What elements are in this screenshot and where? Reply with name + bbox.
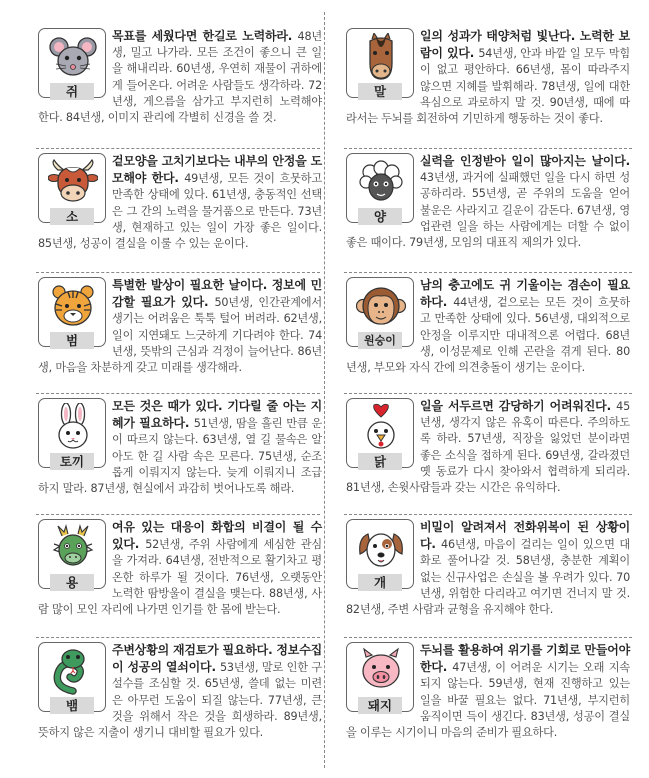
entry-horse xyxy=(346,28,630,142)
animal-label: 돼지 xyxy=(358,697,402,714)
icon-box xyxy=(346,153,414,223)
headline: 비밀이 알려져서 전화위복이 된 상황이다. xyxy=(420,520,630,552)
icon-box xyxy=(346,519,414,589)
icon-box xyxy=(38,153,106,223)
fortune-text: 52년생, 주위 사람에게 세심한 관심을 가져라. 64년생, 전반적으로 활기차고 평온한 하루가 될 것이다. 76년생, 오랫동안 노력한 땀방울이 결실을 맺는다. 88년생, 사람 많이 모인 자리에 나가면 인기를 한 몸에 받는다. xyxy=(38,538,323,617)
row-divider xyxy=(344,148,632,149)
headline: 특별한 발상이 필요한 날이다. 정보에 민감할 필요가 있다. xyxy=(112,278,322,310)
fortune-text: 48년생, 밀고 나가라. 모든 조건이 좋으니 큰 일을 해내리라. 60년생, 우연히 재물이 귀하에게 들어온다. 어려운 사람들도 생각하라. 72년생, 게으름을 삼가고 부지런히 노력해야 한다. 84년생, 이미지 관리에 각별히 신경을 쓸 것. xyxy=(38,30,322,125)
animal-label: 범 xyxy=(50,332,94,349)
fortune-text: 45년생, 생각지 않은 유혹이 따른다. 주의하도록 하라. 57년생, 직장을 잃었던 분이라면 좋은 소식을 접하게 된다. 69년생, 갈라졌던 옛 동료가 다시 찾아와서 협력하게 되리라. 81년생, 손윗사람들과 갖는 시간은 유익하다. xyxy=(346,400,630,495)
icon-box xyxy=(38,642,106,712)
animal-label: 토끼 xyxy=(50,453,94,470)
entry-ox xyxy=(38,153,322,267)
icon-box xyxy=(346,398,414,468)
entry-tiger xyxy=(38,277,322,391)
animal-label: 뱀 xyxy=(50,697,94,714)
fortune-text: 44년생, 겉으로는 모든 것이 흐뭇하고 만족한 상태에 있다. 56년생, 대외적으로 안정을 이루지만 대내적으론 어렵다. 68년생, 이성문제로 인해 곤란을 겪게 된다. 80년생, 부모와 자식 간에 의견충돌이 생기는 운이다. xyxy=(346,296,631,375)
row-divider xyxy=(36,637,320,638)
icon-box xyxy=(346,642,414,712)
entry-rooster xyxy=(346,398,630,512)
snake-icon xyxy=(48,647,98,695)
row-divider xyxy=(36,272,320,273)
entry-sheep xyxy=(346,153,630,267)
animal-label: 말 xyxy=(358,83,402,100)
entry-dog xyxy=(346,519,630,633)
sheep-icon xyxy=(356,158,406,206)
entry-rat xyxy=(38,28,322,142)
headline: 실력을 인정받아 일이 많아지는 날이다. xyxy=(420,154,630,168)
animal-label: 원숭이 xyxy=(358,332,402,349)
row-divider xyxy=(36,514,320,515)
dragon-icon xyxy=(48,524,98,572)
headline: 두뇌를 활용하여 위기를 기회로 만들어야 한다. xyxy=(420,643,630,675)
headline: 일을 서두르면 감당하기 어려워진다. xyxy=(420,399,617,413)
entry-rabbit xyxy=(38,398,322,512)
fortune-text: 50년생, 인간관계에서 생기는 어려움은 툭툭 털어 버려라. 62년생, 일이 지연돼도 느긋하게 기다려야 한다. 74년생, 뜻밖의 근심과 걱정이 늘어난다. 86년생, 마음을 차분하게 갖고 미래를 생각해라. xyxy=(38,296,322,375)
headline: 일의 성과가 태양처럼 빛난다. 노력한 보람이 있다. xyxy=(420,29,630,61)
animal-label: 개 xyxy=(358,574,402,591)
dog-icon xyxy=(356,524,406,572)
fortune-text: 51년생, 땀을 흘린 만큼 운이 따르지 않는다. 63년생, 열 길 물속은 알아도 한 길 사람 속은 모른다. 75년생, 순조롭게 이뤄지지 않는다. 늦게 이뤄지니 조급하지 말라. 87년생, 현실에서 과감히 벗어나도록 해라. xyxy=(38,417,322,496)
headline: 남의 충고에도 귀 기울이는 겸손이 필요하다. xyxy=(420,278,630,310)
animal-label: 양 xyxy=(358,208,402,225)
fortune-text: 46년생, 마음이 걸리는 일이 있으면 대화로 풀어나갈 것. 58년생, 충분한 계획이 없는 신규사업은 손실을 볼 우려가 있다. 70년생, 위험한 다리라고 여기면 건너지 말 것. 82년생, 주변 사람과 균형을 유지해야 한다. xyxy=(346,538,630,617)
pig-icon xyxy=(356,647,406,695)
headline: 여유 있는 대응이 화합의 비결이 될 수 있다. xyxy=(112,520,322,552)
animal-label: 쥐 xyxy=(50,83,94,100)
icon-box xyxy=(38,398,106,468)
entry-dragon xyxy=(38,519,322,633)
row-divider xyxy=(344,637,632,638)
animal-label: 닭 xyxy=(358,453,402,470)
entry-pig xyxy=(346,642,630,756)
row-divider xyxy=(344,272,632,273)
fortune-text: 54년생, 안과 바깥 일 모두 막힘이 없고 평안하다. 66년생, 몸이 따라주지 않으면 지혜를 발휘해라. 78년생, 일에 대한 욕심으로 과로하지 말 것. 90년생, 때에 따라서는 두뇌를 회전하여 기민하게 행동하는 것이 좋다. xyxy=(346,47,631,126)
monkey-icon xyxy=(356,282,406,330)
rat-icon xyxy=(48,33,98,81)
row-divider xyxy=(344,514,632,515)
icon-box xyxy=(346,277,414,347)
column-divider xyxy=(324,12,325,768)
fortune-text: 43년생, 과거에 실패했던 일을 다시 하면 성공하리라. 55년생, 곧 주위의 도움을 얻어 불운은 사라지고 길운이 감돈다. 67년생, 영업관련 일을 하는 사람에게는 더할 수 없이 좋은 때이다. 79년생, 모임의 대표직 제의가 있다. xyxy=(346,171,630,250)
animal-label: 용 xyxy=(50,574,94,591)
animal-label: 소 xyxy=(50,208,94,225)
icon-box xyxy=(346,28,414,98)
headline: 주변상황의 재검토가 필요하다. 정보수집이 성공의 열쇠이다. xyxy=(112,643,322,675)
horse-icon xyxy=(356,33,406,81)
entry-monkey xyxy=(346,277,630,391)
icon-box xyxy=(38,277,106,347)
headline: 겉모양을 고치기보다는 내부의 안정을 도모해야 한다. xyxy=(112,154,322,186)
rooster-icon xyxy=(356,403,406,451)
headline: 목표를 세웠다면 한길로 노력하라. xyxy=(112,29,298,43)
ox-icon xyxy=(48,158,98,206)
row-divider xyxy=(344,393,632,394)
entry-snake xyxy=(38,642,322,756)
rabbit-icon xyxy=(48,403,98,451)
fortune-text: 49년생, 모든 것이 흐뭇하고 만족한 상태에 있다. 61년생, 충동적인 선택은 그 간의 노력을 물거품으로 만든다. 73년생, 현재하고 있는 일이 가장 좋은 일이다. 85년생, 성공이 결실을 이룰 수 있는 운이다. xyxy=(38,172,322,251)
tiger-icon xyxy=(48,282,98,330)
icon-box xyxy=(38,28,106,98)
fortune-text: 53년생, 말로 인한 구설수를 조심할 것. 65년생, 쓸데 없는 미련은 아무런 도움이 되질 않는다. 77년생, 큰 것을 위해서 작은 것을 희생하라. 89년생, 뜻하지 않은 지출이 생기니 대비할 필요가 있다. xyxy=(38,661,322,740)
headline: 모든 것은 때가 있다. 기다릴 줄 아는 지혜가 필요하다. xyxy=(112,399,322,431)
row-divider xyxy=(36,148,320,149)
icon-box xyxy=(38,519,106,589)
row-divider xyxy=(36,393,320,394)
fortune-text: 47년생, 이 어려운 시기는 오래 지속되지 않는다. 59년생, 현재 진행하고 있는 일을 바꿀 필요는 없다. 71년생, 부지런히 움직이면 득이 생긴다. 83년생, 성공이 결실을 이루는 시기이니 마음의 준비가 필요하다. xyxy=(346,661,630,740)
